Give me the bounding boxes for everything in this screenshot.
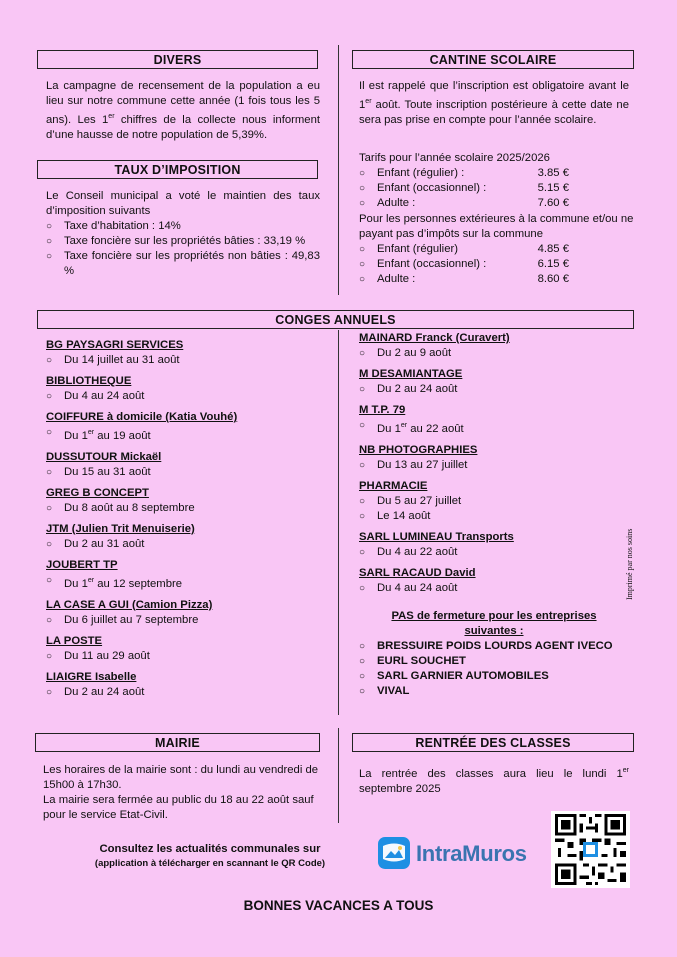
conges-entry-name: SARL RACAUD David xyxy=(359,566,476,579)
conges-entry-dates xyxy=(359,494,624,524)
conges-entry xyxy=(46,522,331,552)
printed-note: Imprimé par nos soins xyxy=(625,528,634,600)
conges-entry-date: ○ Du 15 au 31 août xyxy=(46,465,331,480)
rentree-text: La rentrée des classes aura lieu le lundi 1er septembre 2025 xyxy=(359,767,629,795)
cantine-text: Il est rappelé que l’inscription est obligatoire avant le 1er août. Toute inscription postérieure à cette date ne sera pas prise en compte pour l’année scolaire. xyxy=(359,80,629,126)
taux-intro: Le Conseil municipal a voté le maintien des taux d’imposition suivants xyxy=(46,190,320,217)
conges-entry-dates xyxy=(46,573,331,592)
tarif-item: ○ Adulte : 8.60 € xyxy=(359,272,629,287)
conges-entry-name: NB PHOTOGRAPHIES xyxy=(359,443,478,456)
conges-entry xyxy=(359,367,624,397)
conges-entry-name: SARL LUMINEAU Transports xyxy=(359,530,514,543)
conges-entry-date: ○ Du 2 au 31 août xyxy=(46,537,331,552)
conges-entry-dates xyxy=(46,685,331,700)
conges-entry-date: ○ Du 11 au 29 août xyxy=(46,649,331,664)
footer-info-line: Consultez les actualités communales sur xyxy=(99,843,321,855)
conges-entry xyxy=(46,670,331,700)
conges-entry-date: ○ Du 2 au 24 août xyxy=(359,382,624,397)
footer-info-subline: (application à télécharger en scannant le QR Code) xyxy=(94,858,326,869)
taux-item: ○ Taxe foncière sur les propriétés bâties : 33,19 % xyxy=(46,234,320,249)
conges-right-list xyxy=(359,331,624,602)
pas-item: ○ VIVAL xyxy=(359,684,629,699)
cantine-heading: CANTINE SCOLAIRE xyxy=(352,50,634,69)
conges-entry-date: ○ Le 14 août xyxy=(359,509,624,524)
conges-entry xyxy=(46,634,331,664)
column-divider-bottom xyxy=(338,728,339,823)
conges-entry-date: ○ Du 5 au 27 juillet xyxy=(359,494,624,509)
intramuros-logo-icon xyxy=(378,837,410,869)
conges-entry-dates xyxy=(46,353,331,368)
taux-item: ○ Taxe d’habitation : 14% xyxy=(46,219,320,234)
conges-entry-dates xyxy=(46,649,331,664)
conges-entry-date: ○ Du 8 août au 8 septembre xyxy=(46,501,331,516)
divers-text: La campagne de recensement de la population a eu lieu sur notre commune cette année (1 fois tous les 5 ans). Les 1er chiffres de la collecte nous informent d’une hausse de notre population de 5,39%. xyxy=(46,80,321,141)
conges-entry-date: ○ Du 13 au 27 juillet xyxy=(359,458,624,473)
tarif-item: ○ Adulte : 7.60 € xyxy=(359,196,629,211)
conges-entry-dates xyxy=(46,613,331,628)
tarif-item: ○ Enfant (régulier) : 3.85 € xyxy=(359,166,629,181)
conges-entry-name: LA POSTE xyxy=(46,634,103,647)
conges-entry-name: M T.P. 79 xyxy=(359,404,406,416)
conges-entry-name: BG PAYSAGRI SERVICES xyxy=(46,339,184,351)
conges-entry-name: JTM (Julien Trit Menuiserie) xyxy=(46,522,195,535)
conges-entry-name: DUSSUTOUR Mickaël xyxy=(46,450,162,463)
closing-message: BONNES VACANCES A TOUS xyxy=(243,898,434,913)
conges-entry-date: ○ Du 4 au 24 août xyxy=(46,389,331,404)
taux-list xyxy=(46,219,320,279)
conges-entry-name: M DESAMIANTAGE xyxy=(359,368,463,380)
conges-entry-dates xyxy=(46,425,331,444)
cantine-tarifs-ext-list xyxy=(359,242,629,287)
pas-fermeture-title: PAS de fermeture pour les entreprises suivantes : xyxy=(391,610,597,637)
tarif-item: ○ Enfant (occasionnel) : 6.15 € xyxy=(359,257,629,272)
conges-entry-date: ○ Du 1er au 12 septembre xyxy=(46,573,331,592)
pas-item: ○ EURL SOUCHET xyxy=(359,654,629,669)
conges-entry xyxy=(46,338,331,368)
divers-heading: DIVERS xyxy=(37,50,318,69)
conges-entry-date: ○ Du 2 au 24 août xyxy=(46,685,331,700)
conges-entry-dates xyxy=(46,389,331,404)
rentree-heading: RENTRÉE DES CLASSES xyxy=(352,733,634,752)
conges-entry xyxy=(359,403,624,437)
conges-entry-name: LIAIGRE Isabelle xyxy=(46,670,137,683)
conges-entry xyxy=(46,558,331,592)
conges-entry xyxy=(359,530,624,560)
conges-entry-name: LA CASE A GUI (Camion Pizza) xyxy=(46,598,213,611)
tarif-item: ○ Enfant (régulier) 4.85 € xyxy=(359,242,629,257)
qr-code-icon xyxy=(551,811,630,888)
pas-fermeture-list xyxy=(359,639,629,699)
conges-heading: CONGES ANNUELS xyxy=(37,310,634,329)
conges-entry xyxy=(46,598,331,628)
mairie-text: Les horaires de la mairie sont : du lundi au vendredi de 15h00 à 17h30. La mairie sera fermée au public du 18 au 22 août sauf pour le service Etat-Civil. xyxy=(43,764,319,821)
conges-entry-dates xyxy=(359,346,624,361)
taux-item: ○ Taxe foncière sur les propriétés non bâties : 49,83 % xyxy=(46,249,320,279)
mairie-heading: MAIRIE xyxy=(35,733,320,752)
conges-entry-dates xyxy=(46,537,331,552)
conges-entry xyxy=(359,331,624,361)
conges-entry xyxy=(46,486,331,516)
conges-entry-dates xyxy=(359,458,624,473)
intramuros-app-name: IntraMuros xyxy=(416,841,527,866)
conges-entry xyxy=(359,566,624,596)
conges-entry xyxy=(46,410,331,444)
conges-entry-date: ○ Du 14 juillet au 31 août xyxy=(46,353,331,368)
conges-entry-name: JOUBERT TP xyxy=(46,558,118,571)
conges-entry xyxy=(359,443,624,473)
conges-entry-date: ○ Du 1er au 19 août xyxy=(46,425,331,444)
pas-fermeture-block xyxy=(359,609,629,699)
pas-item: ○ BRESSUIRE POIDS LOURDS AGENT IVECO xyxy=(359,639,629,654)
conges-entry-date: ○ Du 1er au 22 août xyxy=(359,418,624,437)
conges-entry-name: GREG B CONCEPT xyxy=(46,486,149,499)
conges-entry-dates xyxy=(46,465,331,480)
cantine-tarifs-list xyxy=(359,166,629,211)
conges-entry-name: MAINARD Franck (Curavert) xyxy=(359,332,510,344)
conges-entry-dates xyxy=(359,418,624,437)
tarif-item: ○ Enfant (occasionnel) : 5.15 € xyxy=(359,181,629,196)
conges-entry-name: COIFFURE à domicile (Katia Vouhé) xyxy=(46,411,238,423)
conges-left-list xyxy=(46,338,331,706)
conges-entry-dates xyxy=(359,581,624,596)
conges-entry xyxy=(359,479,624,524)
conges-entry-name: BIBLIOTHEQUE xyxy=(46,375,132,387)
conges-entry-date: ○ Du 4 au 24 août xyxy=(359,581,624,596)
conges-entry-dates xyxy=(359,545,624,560)
column-divider-middle xyxy=(338,330,339,715)
conges-entry xyxy=(46,450,331,480)
column-divider-top xyxy=(338,45,339,295)
cantine-tarifs-title: Tarifs pour l’année scolaire 2025/2026 xyxy=(359,152,550,164)
conges-entry-date: ○ Du 6 juillet au 7 septembre xyxy=(46,613,331,628)
cantine-ext-text: Pour les personnes extérieures à la commune et/ou ne payant pas d’impôts sur la commune xyxy=(359,213,634,240)
conges-entry-dates xyxy=(46,501,331,516)
conges-entry-name: PHARMACIE xyxy=(359,479,428,492)
conges-entry-date: ○ Du 2 au 9 août xyxy=(359,346,624,361)
conges-entry-dates xyxy=(359,382,624,397)
conges-entry xyxy=(46,374,331,404)
conges-entry-date: ○ Du 4 au 22 août xyxy=(359,545,624,560)
taux-heading: TAUX D’IMPOSITION xyxy=(37,160,318,179)
pas-item: ○ SARL GARNIER AUTOMOBILES xyxy=(359,669,629,684)
